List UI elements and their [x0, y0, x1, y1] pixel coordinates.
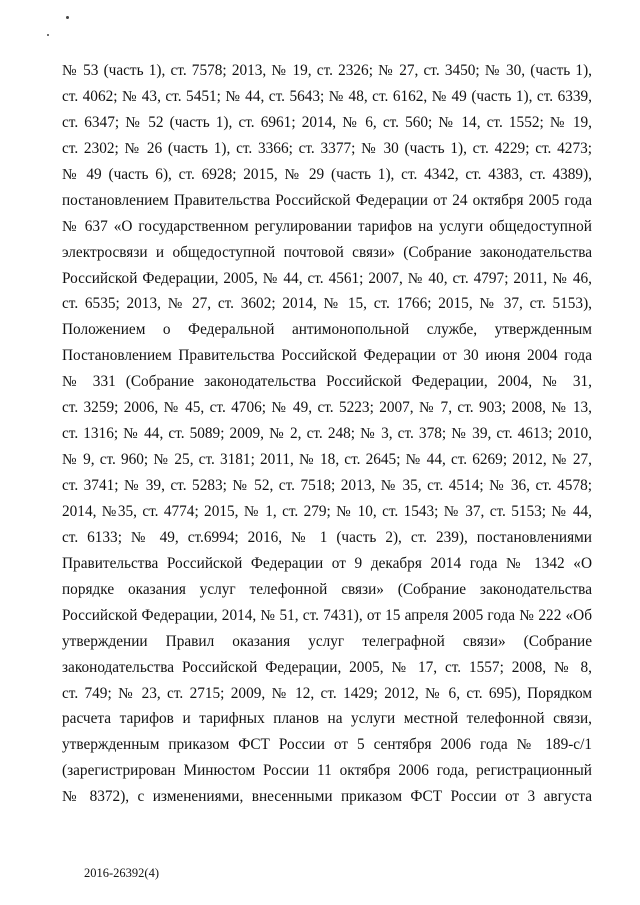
body-text: [62, 58, 592, 810]
text-line: (зарегистрирован Минюстом России 11 октября 2006 года, регистрационный: [62, 762, 592, 780]
text-line: Российской Федерации, 2005, № 44, ст. 4561; 2007, № 40, ст. 4797; 2011, № 46,: [62, 269, 592, 287]
text-line: Правительства Российской Федерации от 9 декабря 2014 года № 1342 «О: [62, 554, 592, 572]
text-line: законодательства Российской Федерации, 2005, № 17, ст. 1557; 2008, № 8,: [62, 658, 592, 676]
text-line: утверждении Правил оказания услуг телеграфной связи» (Собрание: [62, 632, 592, 650]
text-line: № 49 (часть 6), ст. 6928; 2015, № 29 (часть 1), ст. 4342, ст. 4383, ст. 4389),: [62, 165, 592, 183]
text-line: расчета тарифов и тарифных планов на услуги местной телефонной связи,: [62, 710, 592, 728]
text-line: ст. 4062; № 43, ст. 5451; № 44, ст. 5643; № 48, ст. 6162, № 49 (часть 1), ст. 6339,: [62, 87, 592, 105]
text-line: ст. 3259; 2006, № 45, ст. 4706; № 49, ст. 5223; 2007, № 7, ст. 903; 2008, № 13,: [62, 399, 592, 417]
text-line: № 637 «О государственном регулировании тарифов на услуги общедоступной: [62, 217, 592, 235]
text-line: Положением о Федеральной антимонопольной службе, утвержденным: [62, 321, 592, 339]
text-line: ст. 6535; 2013, № 27, ст. 3602; 2014, № 15, ст. 1766; 2015, № 37, ст. 5153),: [62, 295, 592, 313]
text-line: № 331 (Собрание законодательства Российской Федерации, 2004, № 31,: [62, 373, 592, 391]
text-line: № 8372), с изменениями, внесенными приказом ФСТ России от 3 августа: [62, 788, 592, 806]
scan-speck: [66, 16, 69, 19]
text-line: Российской Федерации, 2014, № 51, ст. 7431), от 15 апреля 2005 года № 222 «Об: [62, 606, 592, 624]
text-line: ст. 6133; № 49, ст.6994; 2016, № 1 (часть 2), ст. 239), постановлениями: [62, 528, 592, 546]
text-line: порядке оказания услуг телефонной связи» (Собрание законодательства: [62, 580, 592, 598]
document-id: 2016-26392(4): [84, 866, 159, 880]
text-line: постановлением Правительства Российской Федерации от 24 октября 2005 года: [62, 191, 592, 209]
scan-speck: [47, 34, 49, 36]
text-line: ст. 749; № 23, ст. 2715; 2009, № 12, ст. 1429; 2012, № 6, ст. 695), Порядком: [62, 684, 592, 702]
text-line: утвержденным приказом ФСТ России от 5 сентября 2006 года № 189-с/1: [62, 736, 592, 754]
text-line: 2014, №35, ст. 4774; 2015, № 1, ст. 279; № 10, ст. 1543; № 37, ст. 5153; № 44,: [62, 502, 592, 520]
text-line: № 9, ст. 960; № 25, ст. 3181; 2011, № 18, ст. 2645; № 44, ст. 6269; 2012, № 27,: [62, 451, 592, 469]
text-line: № 53 (часть 1), ст. 7578; 2013, № 19, ст. 2326; № 27, ст. 3450; № 30, (часть 1),: [62, 62, 592, 79]
text-line: Постановлением Правительства Российской Федерации от 30 июня 2004 года: [62, 347, 592, 365]
text-line: ст. 1316; № 44, ст. 5089; 2009, № 2, ст. 248; № 3, ст. 378; № 39, ст. 4613; 2010,: [62, 425, 592, 443]
text-line: электросвязи и общедоступной почтовой связи» (Собрание законодательства: [62, 243, 592, 261]
text-line: ст. 6347; № 52 (часть 1), ст. 6961; 2014, № 6, ст. 560; № 14, ст. 1552; № 19,: [62, 113, 592, 131]
text-line: ст. 3741; № 39, ст. 5283; № 52, ст. 7518; 2013, № 35, ст. 4514; № 36, ст. 4578;: [62, 477, 592, 494]
text-line: ст. 2302; № 26 (часть 1), ст. 3366; ст. 3377; № 30 (часть 1), ст. 4229; ст. 4273;: [62, 139, 592, 157]
